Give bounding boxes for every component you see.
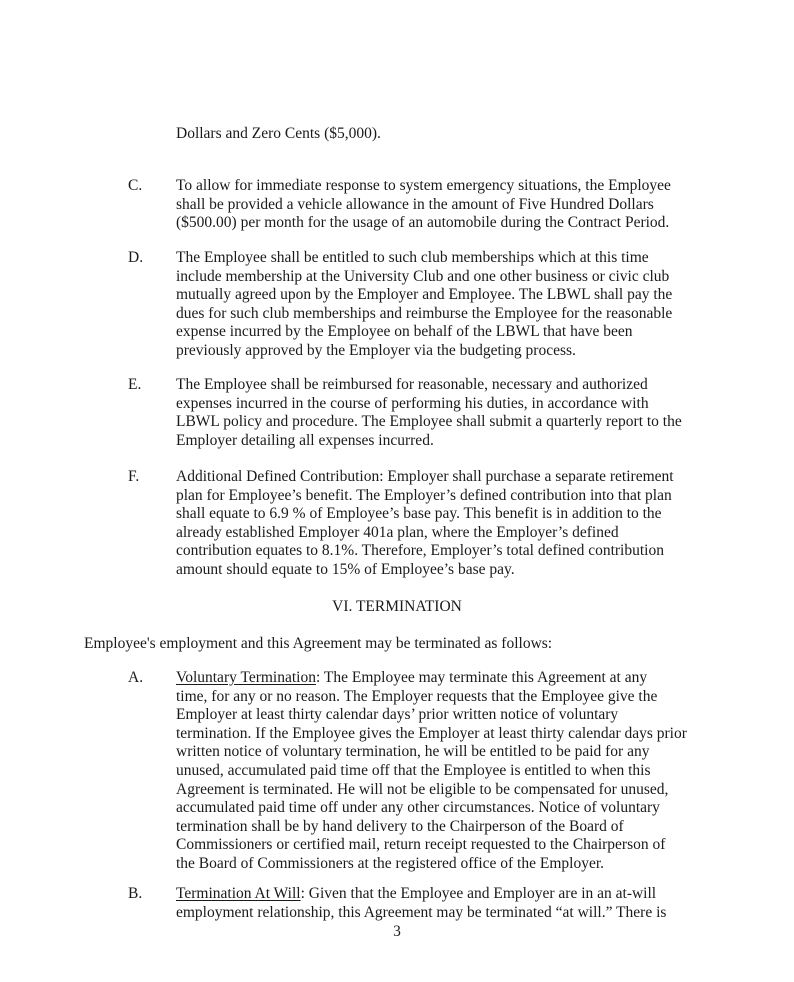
clause-line: plan for Employee’s benefit. The Employer’s defined contribution into that plan [176, 486, 672, 504]
clause-letter: C. [128, 177, 143, 194]
clause-line [176, 885, 698, 904]
clause-line: ($500.00) per month for the usage of an automobile during the Contract Period. [176, 214, 670, 232]
clause-line: already established Employer 401a plan, where the Employer’s defined [176, 523, 619, 541]
clause-title: Voluntary Termination [176, 669, 316, 686]
clause-line: Agreement is terminated. He will not be eligible to be compensated for unused, [176, 780, 669, 798]
clause-line: amount should equate to 15% of Employee’s base pay. [176, 560, 515, 578]
section-intro: Employee's employment and this Agreement may be terminated as follows: [84, 635, 553, 652]
clause-letter: B. [128, 885, 143, 902]
clause-line: To allow for immediate response to system emergency situations, the Employee [176, 177, 671, 194]
clause-line: accumulated paid time off under any other circumstances. Notice of voluntary [176, 799, 660, 817]
clause-line: Commissioners or certified mail, return receipt requested to the Chairperson of [176, 836, 666, 854]
clause-line: termination. If the Employee gives the Employer at least thirty calendar days prior [176, 724, 687, 742]
page-number: 3 [393, 923, 401, 940]
clause-line: mutually agreed upon by the Employer and Employee. The LBWL shall pay the [176, 286, 673, 304]
clause-body [176, 669, 698, 874]
clause-line: written notice of voluntary termination, he will be entitled to be paid for any [176, 743, 650, 761]
clause-line [176, 669, 698, 688]
clause-line: the Board of Commissioners at the registered office of the Employer. [176, 854, 605, 872]
clause-line: unused, accumulated paid time off that the Employee is entitled to when this [176, 761, 651, 779]
clause-first-line-rest: : The Employee may terminate this Agreement at any [315, 669, 648, 686]
clause-body [176, 885, 698, 922]
clause-line: LBWL policy and procedure. The Employee shall submit a quarterly report to the [176, 413, 682, 431]
clause-line: Additional Defined Contribution: Employer shall purchase a separate retirement [176, 468, 674, 485]
clause-line: previously approved by the Employer via the budgeting process. [176, 341, 576, 359]
clause-line: shall be provided a vehicle allowance in the amount of Five Hundred Dollars [176, 195, 654, 213]
clause-line: Employer detailing all expenses incurred. [176, 431, 434, 449]
clause-line: expenses incurred in the course of performing his duties, in accordance with [176, 394, 649, 412]
clause-body [176, 376, 698, 450]
clause-letter: E. [128, 376, 142, 393]
clause-body [176, 249, 698, 361]
clause-line: time, for any or no reason. The Employer requests that the Employee give the [176, 687, 658, 705]
clause-body [176, 468, 698, 580]
clause-line: The Employee shall be reimbursed for reasonable, necessary and authorized [176, 376, 648, 393]
clause-line: dues for such club memberships and reimburse the Employee for the reasonable [176, 304, 673, 322]
clause-line: expense incurred by the Employee on behalf of the LBWL that have been [176, 323, 633, 341]
clause-letter: F. [128, 468, 140, 485]
clause-line: shall equate to 6.9 % of Employee’s base pay. This benefit is in addition to the [176, 505, 662, 523]
clause-line: Employer at least thirty calendar days’ prior written notice of voluntary [176, 706, 619, 724]
clause-body [176, 177, 698, 233]
clause-line: employment relationship, this Agreement may be terminated “at will.” There is [176, 903, 667, 921]
clause-first-line-rest: : Given that the Employee and Employer are in an at-will [300, 885, 657, 902]
continuation-text: Dollars and Zero Cents ($5,000). [176, 125, 381, 142]
clause-letter: D. [128, 249, 144, 266]
clause-title: Termination At Will [176, 885, 301, 902]
clause-line: termination shall be by hand delivery to the Chairperson of the Board of [176, 817, 624, 835]
clause-line: include membership at the University Club and one other business or civic club [176, 267, 670, 285]
section-heading: VI. TERMINATION [332, 598, 462, 615]
clause-line: contribution equates to 8.1%. Therefore, Employer’s total defined contribution [176, 542, 664, 560]
clause-letter: A. [128, 669, 144, 686]
clause-line: The Employee shall be entitled to such club memberships which at this time [176, 249, 649, 266]
